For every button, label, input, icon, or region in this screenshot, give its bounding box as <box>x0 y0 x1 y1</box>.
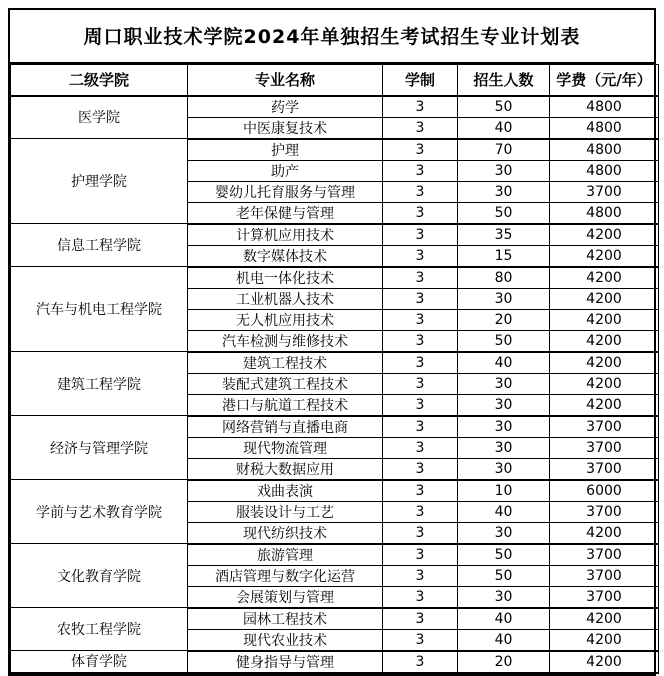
years-cell: 3 <box>383 330 458 352</box>
table-row <box>11 224 659 246</box>
years-cell: 3 <box>383 437 458 458</box>
major-name-cell: 财税大数据应用 <box>188 458 383 480</box>
fee-cell: 4200 <box>550 288 659 309</box>
quota-cell: 50 <box>458 96 550 118</box>
years-cell: 3 <box>383 458 458 480</box>
table-row <box>11 352 659 374</box>
table-row <box>11 416 659 438</box>
quota-cell: 30 <box>458 394 550 416</box>
years-cell: 3 <box>383 480 458 502</box>
major-name-cell: 护理 <box>188 139 383 161</box>
years-cell: 3 <box>383 416 458 438</box>
quota-cell: 35 <box>458 224 550 246</box>
years-cell: 3 <box>383 394 458 416</box>
fee-cell: 4800 <box>550 160 659 181</box>
major-name-cell: 酒店管理与数字化运营 <box>188 565 383 586</box>
major-name-cell: 老年保健与管理 <box>188 202 383 224</box>
major-name-cell: 汽车检测与维修技术 <box>188 330 383 352</box>
fee-cell: 3700 <box>550 586 659 608</box>
table-row <box>11 544 659 566</box>
major-name-cell: 现代物流管理 <box>188 437 383 458</box>
fee-cell: 4800 <box>550 96 659 118</box>
years-cell: 3 <box>383 288 458 309</box>
college-cell: 学前与艺术教育学院 <box>11 480 188 544</box>
fee-cell: 4200 <box>550 245 659 267</box>
major-name-cell: 装配式建筑工程技术 <box>188 373 383 394</box>
years-cell: 3 <box>383 501 458 522</box>
enrollment-plan-table <box>10 64 659 674</box>
quota-cell: 80 <box>458 267 550 289</box>
quota-cell: 40 <box>458 608 550 630</box>
major-name-cell: 工业机器人技术 <box>188 288 383 309</box>
fee-cell: 4200 <box>550 373 659 394</box>
college-cell: 信息工程学院 <box>11 224 188 267</box>
fee-cell: 4200 <box>550 629 659 651</box>
years-cell: 3 <box>383 160 458 181</box>
fee-cell: 4800 <box>550 202 659 224</box>
years-cell: 3 <box>383 309 458 330</box>
table-row <box>11 651 659 673</box>
quota-cell: 50 <box>458 565 550 586</box>
major-name-cell: 中医康复技术 <box>188 117 383 139</box>
years-cell: 3 <box>383 224 458 246</box>
quota-cell: 40 <box>458 501 550 522</box>
major-name-cell: 健身指导与管理 <box>188 651 383 673</box>
years-cell: 3 <box>383 96 458 118</box>
quota-cell: 30 <box>458 586 550 608</box>
quota-cell: 20 <box>458 651 550 673</box>
fee-cell: 4200 <box>550 522 659 544</box>
years-cell: 3 <box>383 608 458 630</box>
fee-cell: 3700 <box>550 544 659 566</box>
years-cell: 3 <box>383 373 458 394</box>
major-name-cell: 药学 <box>188 96 383 118</box>
quota-cell: 15 <box>458 245 550 267</box>
major-name-cell: 戏曲表演 <box>188 480 383 502</box>
enrollment-plan-sheet <box>8 8 656 676</box>
quota-cell: 30 <box>458 437 550 458</box>
quota-cell: 10 <box>458 480 550 502</box>
fee-cell: 4200 <box>550 352 659 374</box>
table-row <box>11 267 659 289</box>
college-cell: 护理学院 <box>11 139 188 224</box>
major-name-cell: 旅游管理 <box>188 544 383 566</box>
years-cell: 3 <box>383 139 458 161</box>
fee-cell: 4200 <box>550 224 659 246</box>
header-college: 二级学院 <box>11 65 188 96</box>
quota-cell: 30 <box>458 458 550 480</box>
fee-cell: 4200 <box>550 330 659 352</box>
major-name-cell: 园林工程技术 <box>188 608 383 630</box>
college-cell: 建筑工程学院 <box>11 352 188 416</box>
major-name-cell: 助产 <box>188 160 383 181</box>
major-name-cell: 现代纺织技术 <box>188 522 383 544</box>
fee-cell: 3700 <box>550 501 659 522</box>
college-cell: 体育学院 <box>11 651 188 673</box>
fee-cell: 3700 <box>550 181 659 202</box>
fee-cell: 4200 <box>550 651 659 673</box>
quota-cell: 30 <box>458 416 550 438</box>
college-cell: 经济与管理学院 <box>11 416 188 480</box>
major-name-cell: 机电一体化技术 <box>188 267 383 289</box>
major-name-cell: 无人机应用技术 <box>188 309 383 330</box>
quota-cell: 30 <box>458 373 550 394</box>
header-years: 学制 <box>383 65 458 96</box>
table-header-row <box>11 65 659 96</box>
fee-cell: 3700 <box>550 437 659 458</box>
header-major: 专业名称 <box>188 65 383 96</box>
quota-cell: 40 <box>458 629 550 651</box>
fee-cell: 3700 <box>550 458 659 480</box>
fee-cell: 4200 <box>550 394 659 416</box>
page-title: 周口职业技术学院2024年单独招生考试招生专业计划表 <box>10 10 654 64</box>
fee-cell: 6000 <box>550 480 659 502</box>
quota-cell: 40 <box>458 117 550 139</box>
quota-cell: 50 <box>458 330 550 352</box>
years-cell: 3 <box>383 202 458 224</box>
quota-cell: 20 <box>458 309 550 330</box>
table-row <box>11 480 659 502</box>
major-name-cell: 计算机应用技术 <box>188 224 383 246</box>
quota-cell: 30 <box>458 160 550 181</box>
quota-cell: 40 <box>458 352 550 374</box>
header-quota: 招生人数 <box>458 65 550 96</box>
quota-cell: 30 <box>458 522 550 544</box>
table-body <box>11 96 659 673</box>
table-row <box>11 608 659 630</box>
table-row <box>11 139 659 161</box>
college-cell: 农牧工程学院 <box>11 608 188 651</box>
years-cell: 3 <box>383 544 458 566</box>
major-name-cell: 婴幼儿托育服务与管理 <box>188 181 383 202</box>
fee-cell: 4200 <box>550 309 659 330</box>
fee-cell: 3700 <box>550 416 659 438</box>
years-cell: 3 <box>383 352 458 374</box>
college-cell: 汽车与机电工程学院 <box>11 267 188 352</box>
fee-cell: 4800 <box>550 117 659 139</box>
quota-cell: 30 <box>458 181 550 202</box>
years-cell: 3 <box>383 522 458 544</box>
years-cell: 3 <box>383 651 458 673</box>
major-name-cell: 服装设计与工艺 <box>188 501 383 522</box>
major-name-cell: 网络营销与直播电商 <box>188 416 383 438</box>
major-name-cell: 港口与航道工程技术 <box>188 394 383 416</box>
years-cell: 3 <box>383 267 458 289</box>
fee-cell: 3700 <box>550 565 659 586</box>
college-cell: 文化教育学院 <box>11 544 188 608</box>
years-cell: 3 <box>383 181 458 202</box>
quota-cell: 50 <box>458 202 550 224</box>
years-cell: 3 <box>383 565 458 586</box>
years-cell: 3 <box>383 245 458 267</box>
quota-cell: 30 <box>458 288 550 309</box>
fee-cell: 4200 <box>550 267 659 289</box>
years-cell: 3 <box>383 586 458 608</box>
major-name-cell: 数字媒体技术 <box>188 245 383 267</box>
fee-cell: 4200 <box>550 608 659 630</box>
years-cell: 3 <box>383 117 458 139</box>
fee-cell: 4800 <box>550 139 659 161</box>
header-fee: 学费（元/年） <box>550 65 659 96</box>
major-name-cell: 建筑工程技术 <box>188 352 383 374</box>
college-cell: 医学院 <box>11 96 188 139</box>
major-name-cell: 现代农业技术 <box>188 629 383 651</box>
quota-cell: 50 <box>458 544 550 566</box>
table-row <box>11 96 659 118</box>
quota-cell: 70 <box>458 139 550 161</box>
years-cell: 3 <box>383 629 458 651</box>
major-name-cell: 会展策划与管理 <box>188 586 383 608</box>
